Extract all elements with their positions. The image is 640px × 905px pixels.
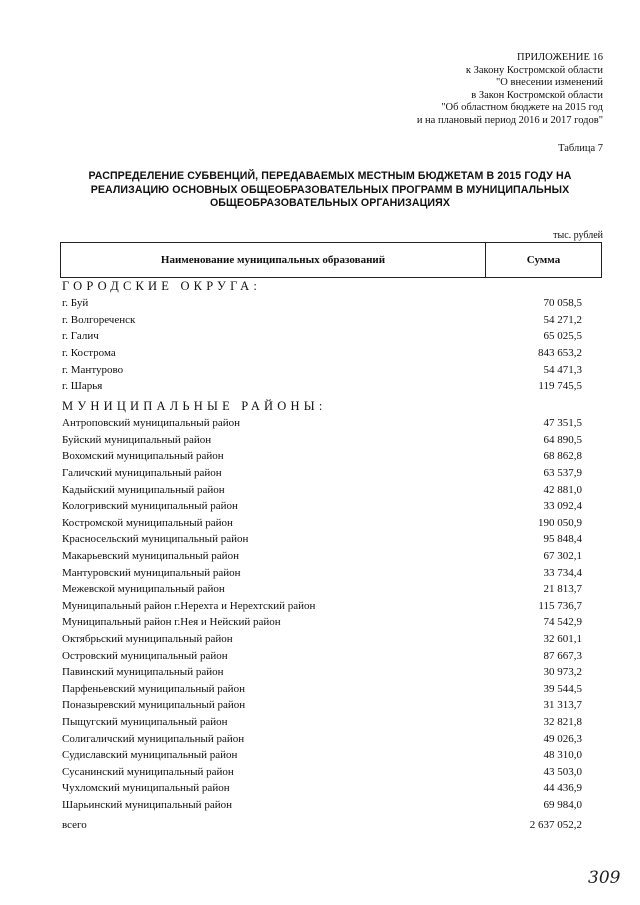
appendix-line: и на плановый период 2016 и 2017 годов" <box>416 114 603 126</box>
row-name: Кологривский муниципальный район <box>62 500 238 513</box>
row-name: Сусанинский муниципальный район <box>62 765 234 778</box>
row-name: г. Буй <box>62 297 89 310</box>
row-name: Октябрьский муниципальный район <box>62 633 233 646</box>
row-value: 64 890,5 <box>543 433 582 446</box>
row-value: 49 026,3 <box>543 732 582 745</box>
table-row <box>62 647 582 664</box>
table-row <box>62 730 582 747</box>
table-row <box>62 697 582 714</box>
table-row <box>62 361 582 378</box>
row-value: 74 542,9 <box>543 616 582 629</box>
row-value: 115 736,7 <box>538 599 582 612</box>
row-value: 44 436,9 <box>543 782 582 795</box>
row-value: 21 813,7 <box>543 583 582 596</box>
row-value: 65 025,5 <box>543 330 582 343</box>
table-row <box>62 763 582 780</box>
header-sum: Сумма <box>526 254 561 266</box>
title-line: РАСПРЕДЕЛЕНИЕ СУБВЕНЦИЙ, ПЕРЕДАВАЕМЫХ МЕСТНЫМ БЮДЖЕТАМ В 2015 ГОДУ НА <box>88 170 572 182</box>
row-value: 63 537,9 <box>543 467 582 480</box>
row-value: 33 734,4 <box>543 566 582 579</box>
table-row <box>62 780 582 797</box>
row-name: Галичский муниципальный район <box>62 467 222 480</box>
row-value: 31 313,7 <box>543 699 582 712</box>
row-name: Муниципальный район г.Нея и Нейский район <box>62 616 281 629</box>
page-number: 309 <box>588 868 621 888</box>
table-row <box>62 581 582 598</box>
table-row <box>62 548 582 565</box>
urban-rows <box>62 295 582 395</box>
row-name: Шарьинский муниципальный район <box>62 798 232 811</box>
row-name: Вохомский муниципальный район <box>62 450 224 463</box>
total-value: 2 637 052,2 <box>529 819 582 831</box>
table-row <box>62 432 582 449</box>
table-row <box>62 714 582 731</box>
row-name: г. Кострома <box>62 347 116 360</box>
table-row <box>62 747 582 764</box>
table-row <box>62 295 582 312</box>
table-row <box>62 598 582 615</box>
total-row <box>62 819 582 831</box>
row-value: 48 310,0 <box>543 749 582 762</box>
section-urban-label: ГОРОДСКИЕ ОКРУГА: <box>62 279 262 293</box>
appendix-line: "О внесении изменений <box>496 77 603 89</box>
table-row <box>62 312 582 329</box>
appendix-header <box>303 52 603 128</box>
table-row <box>62 681 582 698</box>
row-name: Антроповский муниципальный район <box>62 417 240 430</box>
table-row <box>62 328 582 345</box>
units-label: тыс. рублей <box>553 230 603 241</box>
row-name: г. Шарья <box>62 380 103 393</box>
row-value: 87 667,3 <box>543 649 582 662</box>
row-name: Судиславский муниципальный район <box>62 749 238 762</box>
table-row <box>62 345 582 362</box>
row-name: Пыщугский муниципальный район <box>62 715 228 728</box>
row-name: Муниципальный район г.Нерехта и Нерехтский район <box>62 599 316 612</box>
row-value: 30 973,2 <box>543 666 582 679</box>
table-header <box>60 242 602 278</box>
row-name: Буйский муниципальный район <box>62 433 212 446</box>
table-row <box>62 664 582 681</box>
row-value: 95 848,4 <box>543 533 582 546</box>
row-value: 67 302,1 <box>543 550 582 563</box>
row-name: Островский муниципальный район <box>62 649 228 662</box>
title-line: РЕАЛИЗАЦИЮ ОСНОВНЫХ ОБЩЕОБРАЗОВАТЕЛЬНЫХ ПРОГРАММ В МУНИЦИПАЛЬНЫХ <box>90 183 570 196</box>
row-value: 69 984,0 <box>543 798 582 811</box>
district-rows <box>62 415 582 813</box>
table-row <box>62 415 582 432</box>
table-row <box>62 515 582 532</box>
table-row <box>62 631 582 648</box>
row-name: Мантуровский муниципальный район <box>62 566 241 579</box>
appendix-line: "Об областном бюджете на 2015 год <box>441 102 603 114</box>
table-row <box>62 465 582 482</box>
title-line: ОБЩЕОБРАЗОВАТЕЛЬНЫХ ОРГАНИЗАЦИЯХ <box>209 197 451 209</box>
row-value: 47 351,5 <box>543 417 582 430</box>
row-value: 190 050,9 <box>538 516 582 529</box>
row-name: Парфеньевский муниципальный район <box>62 682 245 695</box>
row-value: 54 471,3 <box>543 363 582 376</box>
table-number: Таблица 7 <box>558 143 603 154</box>
row-name: г. Мантурово <box>62 363 124 376</box>
row-name: Костромской муниципальный район <box>62 516 233 529</box>
row-value: 68 862,8 <box>543 450 582 463</box>
appendix-line: ПРИЛОЖЕНИЕ 16 <box>517 52 603 63</box>
row-name: Солигаличский муниципальный район <box>62 732 245 745</box>
header-name: Наименование муниципальных образований <box>61 243 486 277</box>
row-name: г. Галич <box>62 330 99 343</box>
table-row <box>62 564 582 581</box>
table-row <box>62 531 582 548</box>
table-row <box>62 614 582 631</box>
row-value: 843 653,2 <box>538 347 582 360</box>
row-name: Макарьевский муниципальный район <box>62 550 239 563</box>
row-value: 42 881,0 <box>543 483 582 496</box>
row-name: Красносельский муниципальный район <box>62 533 249 546</box>
row-name: Кадыйский муниципальный район <box>62 483 225 496</box>
row-name: Павинский муниципальный район <box>62 666 224 679</box>
section-districts-label: МУНИЦИПАЛЬНЫЕ РАЙОНЫ: <box>62 399 327 413</box>
table-row <box>62 378 582 395</box>
document-title <box>60 170 600 211</box>
table-row <box>62 481 582 498</box>
row-value: 32 821,8 <box>543 715 582 728</box>
table-row <box>62 498 582 515</box>
row-name: г. Волгореченск <box>62 313 136 326</box>
row-value: 33 092,4 <box>543 500 582 513</box>
row-name: Поназыревский муниципальный район <box>62 699 246 712</box>
total-label: всего <box>62 819 87 831</box>
row-value: 54 271,2 <box>543 313 582 326</box>
appendix-line: к Закону Костромской области <box>465 64 603 76</box>
row-value: 70 058,5 <box>543 297 582 310</box>
row-value: 43 503,0 <box>543 765 582 778</box>
row-value: 119 745,5 <box>538 380 582 393</box>
appendix-line: в Закон Костромской области <box>471 89 603 101</box>
row-name: Чухломский муниципальный район <box>62 782 230 795</box>
row-value: 32 601,1 <box>543 633 582 646</box>
row-value: 39 544,5 <box>543 682 582 695</box>
table-row <box>62 797 582 814</box>
row-name: Межевской муниципальный район <box>62 583 225 596</box>
table-row <box>62 448 582 465</box>
